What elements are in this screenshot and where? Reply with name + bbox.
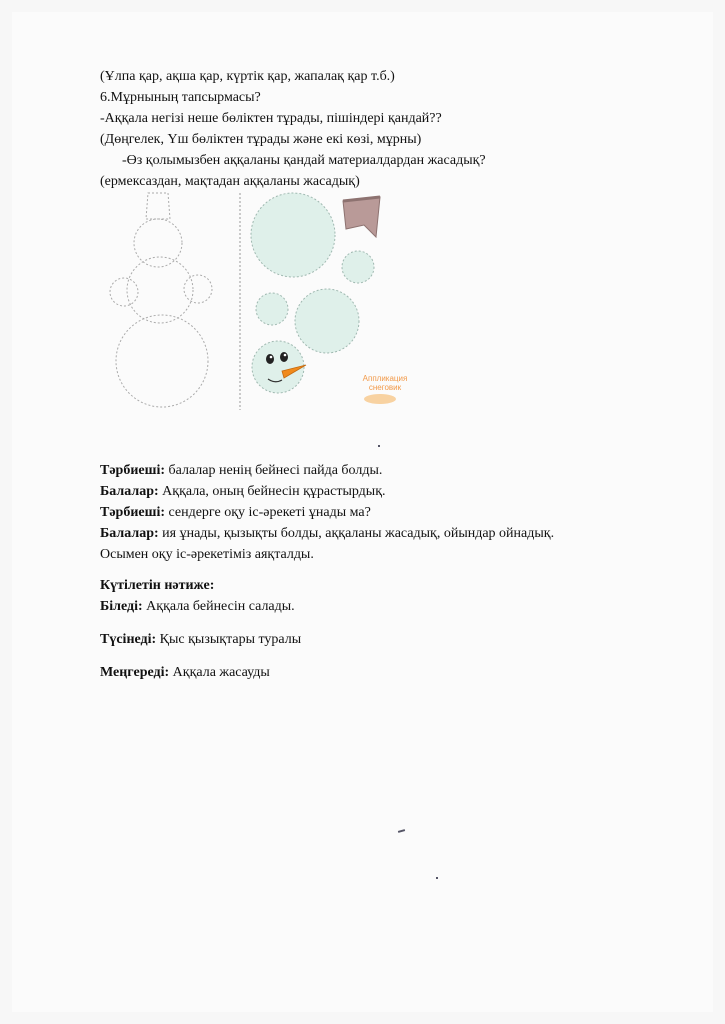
- outline-body: [127, 257, 193, 323]
- intro-line-6: (ермексаздан, мақтадан аққаланы жасадық): [100, 174, 360, 189]
- results-heading: Күтілетін нәтиже:: [100, 578, 215, 593]
- intro-line-2: 6.Мұрнының тапсырмасы?: [100, 90, 261, 105]
- dialog-line-2: [100, 481, 554, 502]
- speaker-label: Тәрбиеші:: [100, 505, 165, 520]
- outline-bottom: [116, 315, 208, 407]
- intro-line-3: -Аққала негізі неше бөліктен тұрады, пішіндері қандай??: [100, 111, 442, 126]
- understands-text: Қыс қызықтары туралы: [156, 632, 302, 647]
- expected-results: [100, 575, 301, 683]
- dialog-text: Осымен оқу іс-әрекетіміз аяқталды.: [100, 547, 314, 562]
- piece-large-circle: [251, 193, 335, 277]
- right-eye: [280, 352, 288, 362]
- dialog-text: балалар ненің бейнесі пайда болды.: [165, 463, 383, 478]
- dialog-line-4: [100, 523, 554, 544]
- dialog-text: сендерге оқу іс-әрекеті ұнады ма?: [165, 505, 371, 520]
- caption-logo: [364, 394, 396, 404]
- speaker-label: Балалар:: [100, 484, 159, 499]
- outline-left-hand: [110, 278, 138, 306]
- outline-right-hand: [184, 275, 212, 303]
- piece-face: [252, 341, 304, 393]
- left-eye: [266, 354, 274, 364]
- piece-hand-circle: [256, 293, 288, 325]
- scan-speck: [436, 877, 438, 879]
- dialog-block: [100, 460, 554, 565]
- intro-line-1: (Ұлпа қар, ақша қар, күртік қар, жапалақ қар т.б.): [100, 69, 395, 84]
- understands-label: Түсінеді:: [100, 632, 157, 647]
- intro-text: [100, 66, 486, 192]
- results-masters: [100, 662, 301, 683]
- results-knows: [100, 596, 301, 617]
- speaker-label: Тәрбиеші:: [100, 463, 165, 478]
- piece-medium-circle: [295, 289, 359, 353]
- outline-hat: [146, 193, 170, 219]
- scan-speck: [378, 445, 380, 447]
- snowman-outline: [110, 193, 212, 407]
- intro-line-4: (Дөңгелек, Үш бөліктен тұрады және екі көзі, мұрны): [100, 132, 422, 147]
- piece-hat: [343, 197, 380, 237]
- intro-line-5: -Өз қолымызбен аққаланы қандай материалдардан жасадық?: [122, 153, 486, 168]
- snowman-applique-image: [100, 185, 420, 415]
- masters-label: Меңгереді:: [100, 665, 170, 680]
- piece-small-circle: [342, 251, 374, 283]
- speaker-label: Балалар:: [100, 526, 159, 541]
- dialog-line-5: [100, 544, 554, 565]
- caption-line-2: снеговик: [368, 383, 402, 392]
- dialog-line-1: [100, 460, 554, 481]
- caption-line-1: Аппликация: [362, 374, 408, 383]
- masters-text: Аққала жасауды: [169, 665, 270, 680]
- dialog-text: ия ұнады, қызықты болды, аққаланы жасадық, ойындар ойнадық.: [158, 526, 555, 541]
- snowman-pieces: [251, 193, 380, 393]
- knows-label: Біледі:: [100, 599, 143, 614]
- knows-text: Аққала бейнесін салады.: [142, 599, 295, 614]
- dialog-line-3: [100, 502, 554, 523]
- dialog-text: Аққала, оның бейнесін құрастырдық.: [158, 484, 386, 499]
- snowman-applique-figure: [100, 185, 420, 415]
- outline-head: [134, 219, 182, 267]
- results-understands: [100, 629, 301, 650]
